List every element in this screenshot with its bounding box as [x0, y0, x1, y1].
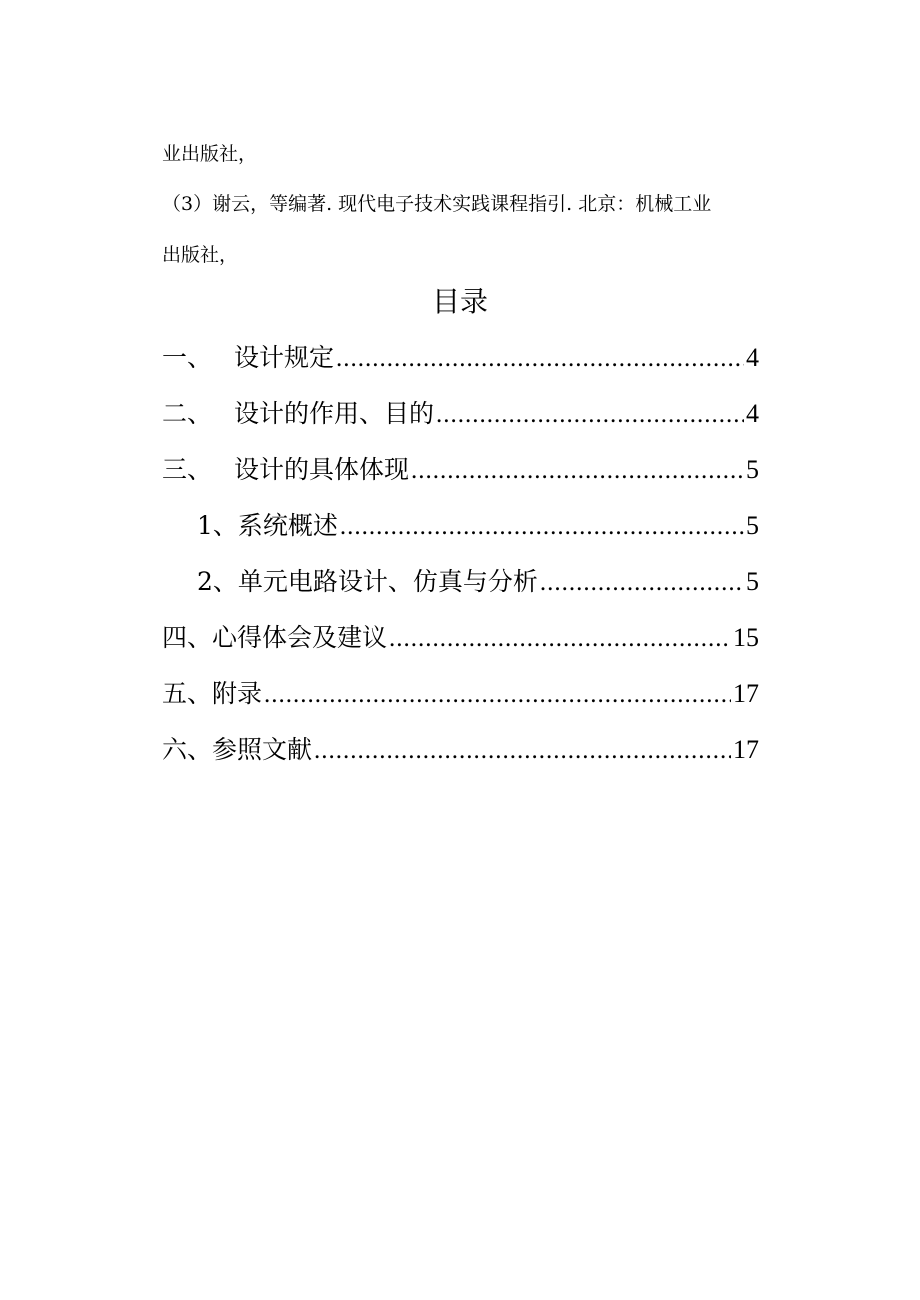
toc-entry-number: 二、 — [162, 399, 213, 428]
toc-dot-leader — [336, 341, 744, 377]
toc-entry-label: 附录 — [212, 679, 263, 708]
toc-entry-page: 4 — [746, 399, 759, 428]
toc-title: 目录 — [431, 285, 488, 318]
toc-entry-number: 2、 — [197, 567, 238, 596]
toc-entry-number: 六、 — [162, 735, 213, 764]
toc-entry-label: 单元电路设计、仿真与分析 — [237, 567, 538, 596]
toc-dot-leader — [436, 397, 744, 433]
toc-entry[interactable] — [162, 396, 759, 432]
toc-dot-leader — [340, 509, 744, 545]
toc-entry-number: 五、 — [162, 679, 213, 708]
toc-dot-leader — [389, 621, 731, 657]
reference-text-line: 出版社， — [162, 244, 239, 266]
toc-entry-page: 15 — [733, 623, 759, 652]
toc-dot-leader — [314, 733, 731, 769]
toc-entry-label: 心得体会及建议 — [212, 623, 388, 652]
toc-entry-number: 一、 — [162, 343, 213, 372]
toc-entry[interactable] — [162, 452, 759, 488]
toc-entry[interactable] — [197, 564, 759, 600]
toc-entry-label: 设计的作用、目的 — [234, 399, 435, 428]
toc-entry-label: 设计的具体体现 — [234, 455, 410, 484]
toc-entry-page: 5 — [746, 511, 759, 540]
toc-entry-page: 5 — [746, 455, 759, 484]
toc-entry-label: 系统概述 — [237, 511, 338, 540]
toc-entry[interactable] — [162, 620, 759, 656]
reference-text-line: 业出版社， — [162, 143, 258, 165]
toc-entry-page: 17 — [733, 679, 759, 708]
toc-dot-leader — [411, 453, 744, 489]
toc-dot-leader — [264, 677, 731, 713]
toc-entry-label: 参照文献 — [212, 735, 313, 764]
toc-entry-label: 设计规定 — [234, 343, 335, 372]
toc-entry-number: 1、 — [197, 511, 238, 540]
toc-entry-page: 17 — [733, 735, 759, 764]
toc-entry[interactable] — [162, 340, 759, 376]
toc-entry-number: 三、 — [162, 455, 213, 484]
toc-entry[interactable] — [162, 676, 759, 712]
toc-entry[interactable] — [162, 732, 759, 768]
reference-text-line: （3）谢云，等编著. 现代电子技术实践课程指引. 北京：机械工业 — [162, 193, 712, 215]
toc-entry-page: 4 — [746, 343, 759, 372]
toc-entry-page: 5 — [746, 567, 759, 596]
toc-entry-number: 四、 — [162, 623, 213, 652]
toc-entry[interactable] — [197, 508, 759, 544]
toc-dot-leader — [540, 565, 744, 601]
